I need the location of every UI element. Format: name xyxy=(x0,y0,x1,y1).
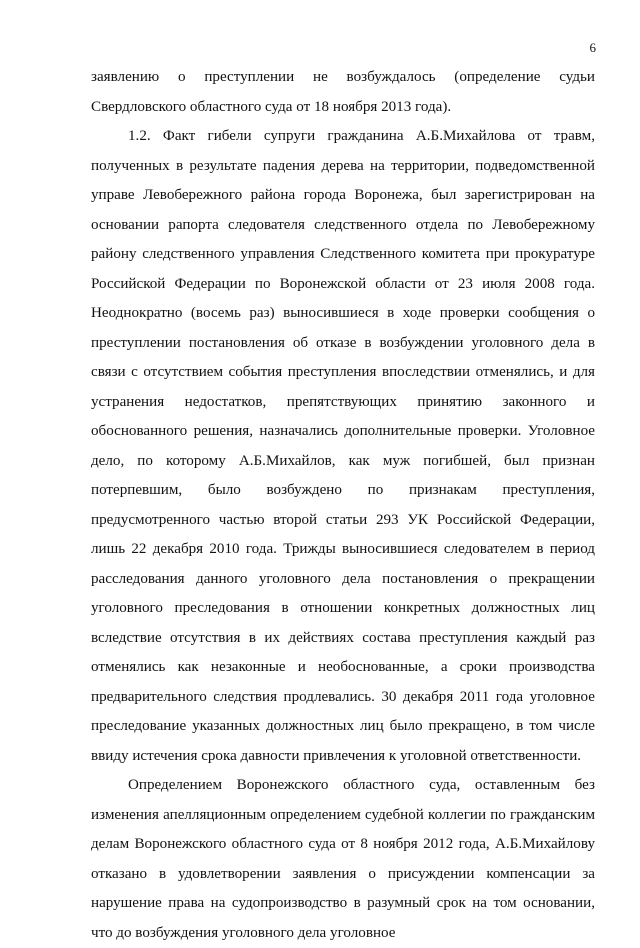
paragraph-court-ruling: Определением Воронежского областного суда, оставленным без изменения апелляционным определением судебной коллегии по гражданским делам Воронежского областного суда от 8 ноября 2012 года, А.Б.Михайлову отказано в удовлетворении заявления о присуждении компенсации за нарушение права на судопроизводство в разумный срок на том основании, что до возбуждения уголовного дела уголовное xyxy=(91,777,595,941)
paragraph-continuation: заявлению о преступлении не возбуждалось (определение судьи Свердловского областного суда от 18 ноября 2013 года). xyxy=(91,69,595,115)
document-body xyxy=(91,63,595,948)
paragraph-1-2: 1.2. Факт гибели супруги гражданина А.Б.Михайлова от травм, полученных в результате падения дерева на территории, подведомственной управе Левобережного района города Воронежа, был зарегистрирован на основании рапорта следователя следственного отдела по Левобережному району следственного управления Следственного комитета при прокуратуре Российской Федерации по Воронежской области от 23 июля 2008 года. Неоднократно (восемь раз) выносившиеся в ходе проверки сообщения о преступлении постановления об отказе в возбуждении уголовного дела в связи с отсутствием события преступления впоследствии отменялись, и для устранения недостатков, препятствующих принятию законного и обоснованного решения, назначались дополнительные проверки. Уголовное дело, по которому А.Б.Михайлов, как муж погибшей, был признан потерпевшим, было возбуждено по признакам преступления, предусмотренного частью второй статьи 293 УК Российской Федерации, лишь 22 декабря 2010 года. Трижды выносившиеся следователем в период расследования данного уголовного дела постановления о прекращении уголовного преследования в отношении конкретных должностных лиц вследствие отсутствия в их действиях состава преступления каждый раз отменялись как незаконные и необоснованные, а сроки производства предварительного следствия продлевались. 30 декабря 2011 года уголовное преследование указанных должностных лиц было прекращено, в том числе ввиду истечения срока давности привлечения к уголовной ответственности. xyxy=(91,128,595,764)
page-number: 6 xyxy=(589,40,596,55)
